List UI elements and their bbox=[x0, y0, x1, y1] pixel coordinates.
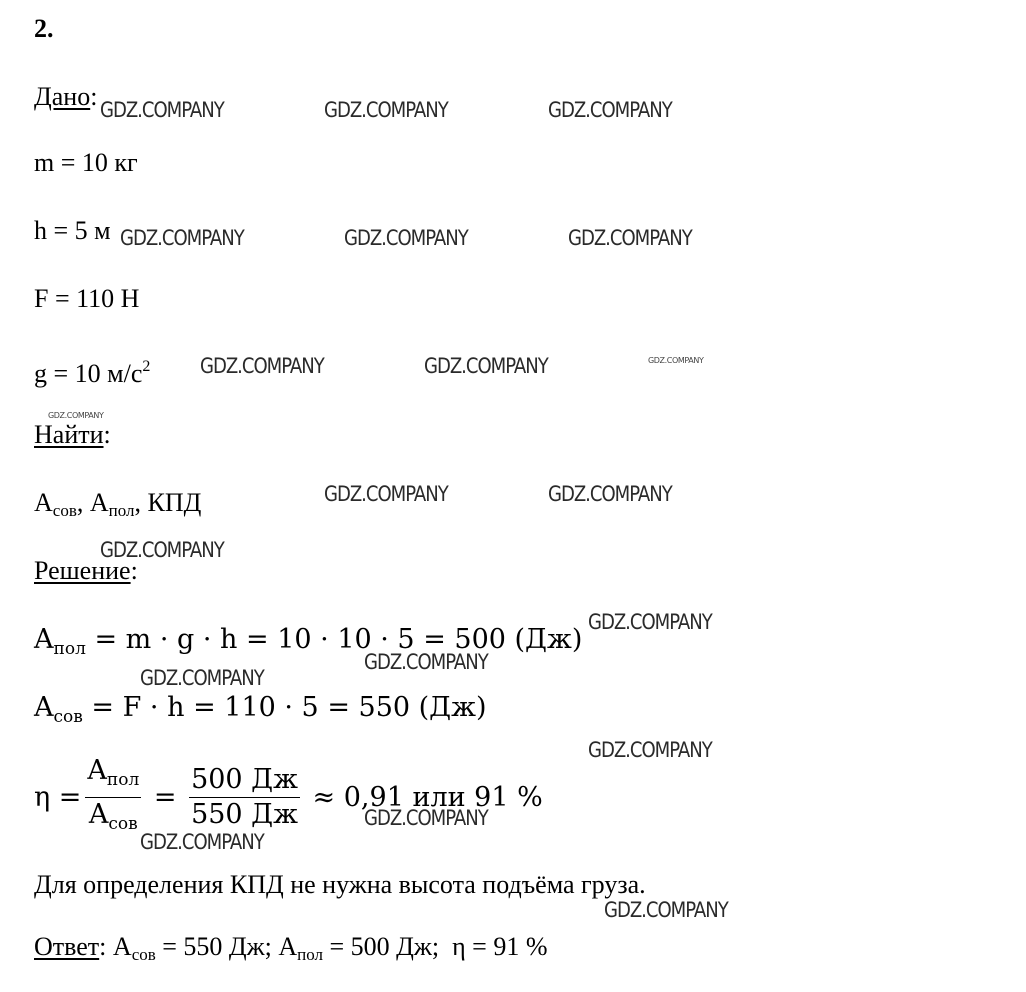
watermark: GDZ.COMPANY bbox=[344, 226, 468, 250]
watermark: GDZ.COMPANY bbox=[200, 354, 324, 378]
find-a2-sub: пол bbox=[108, 501, 135, 520]
eq2-a: A bbox=[34, 692, 54, 723]
eq2-sub: сов bbox=[53, 707, 83, 727]
given-heading bbox=[34, 82, 97, 112]
fraction-2-numerator: 500 Дж bbox=[189, 765, 300, 798]
watermark: GDZ.COMPANY bbox=[140, 666, 264, 690]
find-a2: A bbox=[89, 488, 109, 517]
watermark: GDZ.COMPANY bbox=[140, 830, 264, 854]
solution-heading-colon: : bbox=[130, 556, 138, 585]
f1-num-a: A bbox=[87, 755, 107, 786]
given-heading-label: Дано bbox=[34, 82, 91, 111]
answer-line bbox=[34, 932, 548, 970]
solution-note: Для определения КПД не нужна высота подъёма груза. bbox=[34, 870, 646, 899]
find-a1-sub: сов bbox=[52, 501, 77, 520]
given-gravity-base: g = 10 м/с bbox=[34, 359, 143, 388]
watermark: GDZ.COMPANY bbox=[324, 482, 448, 506]
find-sep: , bbox=[76, 488, 90, 517]
watermark: GDZ.COMPANY bbox=[100, 538, 224, 562]
watermark: GDZ.COMPANY bbox=[120, 226, 244, 250]
given-force: F = 110 Н bbox=[34, 284, 140, 313]
fraction-1-numerator bbox=[85, 756, 141, 798]
watermark: GDZ.COMPANY bbox=[604, 898, 728, 922]
watermark: GDZ.COMPANY bbox=[548, 98, 672, 122]
eq1-rest: = m · g · h = 10 · 10 · 5 = 500 (Дж) bbox=[85, 624, 583, 655]
find-rest: , КПД bbox=[134, 488, 202, 517]
given-heading-colon: : bbox=[90, 82, 98, 111]
equation-total-work bbox=[34, 692, 487, 733]
given-mass: m = 10 кг bbox=[34, 148, 138, 177]
find-heading bbox=[34, 420, 111, 450]
eq3-rest: ≈ 0,91 или 91 % bbox=[303, 781, 543, 813]
eq3-eta: η = bbox=[34, 781, 82, 813]
given-gravity-exponent: 2 bbox=[142, 358, 151, 375]
f1-den-a: A bbox=[88, 799, 109, 830]
find-heading-label: Найти bbox=[34, 420, 104, 449]
watermark: GDZ.COMPANY bbox=[588, 610, 712, 634]
f1-den-sub: сов bbox=[108, 814, 138, 834]
answer-a1: A bbox=[112, 932, 132, 961]
answer-a2-sub: пол bbox=[297, 945, 323, 964]
f1-num-sub: пол bbox=[106, 770, 140, 790]
efficiency-fraction-2 bbox=[189, 765, 300, 830]
find-heading-colon: : bbox=[103, 420, 111, 449]
watermark: GDZ.COMPANY bbox=[364, 650, 488, 674]
solution-heading-label: Решение bbox=[34, 556, 131, 585]
fraction-2-denominator: 550 Дж bbox=[191, 799, 298, 830]
watermark: GDZ.COMPANY bbox=[100, 98, 224, 122]
efficiency-fraction-1 bbox=[85, 756, 141, 839]
answer-a2: A bbox=[278, 932, 298, 961]
eq1-sub: пол bbox=[53, 639, 86, 659]
given-height: h = 5 м bbox=[34, 216, 111, 245]
fraction-1-denominator bbox=[87, 798, 140, 839]
watermark: GDZ.COMPANY bbox=[568, 226, 692, 250]
watermark-small: GDZ.COMPANY bbox=[48, 411, 104, 420]
watermark: GDZ.COMPANY bbox=[588, 738, 712, 762]
watermark: GDZ.COMPANY bbox=[548, 482, 672, 506]
eq2-rest: = F · h = 110 · 5 = 550 (Дж) bbox=[82, 692, 487, 723]
equation-useful-work bbox=[34, 624, 582, 665]
watermark: GDZ.COMPANY bbox=[424, 354, 548, 378]
answer-a1-sub: сов bbox=[131, 945, 156, 964]
answer-heading: Ответ bbox=[34, 932, 100, 961]
given-gravity bbox=[34, 352, 150, 389]
answer-colon: : bbox=[99, 932, 113, 961]
watermark: GDZ.COMPANY bbox=[364, 806, 488, 830]
task-number: 2. bbox=[34, 14, 54, 43]
answer-v2: = 500 Дж; η = 91 % bbox=[323, 932, 548, 961]
find-quantities bbox=[34, 488, 201, 526]
watermark-small: GDZ.COMPANY bbox=[648, 356, 704, 365]
watermark: GDZ.COMPANY bbox=[324, 98, 448, 122]
find-a1: A bbox=[34, 488, 53, 517]
eq3-equals: = bbox=[145, 781, 186, 813]
answer-v1: = 550 Дж; bbox=[155, 932, 279, 961]
eq1-a: A bbox=[34, 624, 54, 655]
